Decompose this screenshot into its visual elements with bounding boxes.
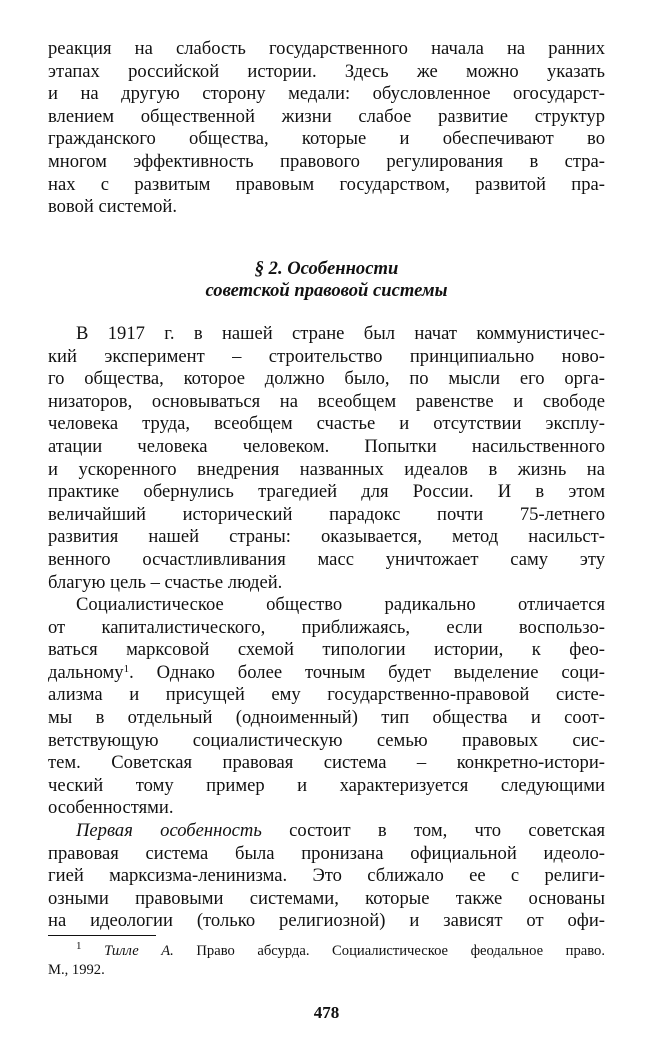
- footnote-line-end: . Однако более точным будет выделение соци-: [129, 661, 605, 683]
- paragraph-1-line: благую цель – счастье людей.: [48, 571, 283, 593]
- paragraph-1-line: развития нашей страны: оказывается, метод насильст-: [48, 526, 605, 548]
- paragraph-2-line: мы в отдельный (одноименный) тип общества и соот-: [48, 706, 605, 728]
- paragraph-2-line: особенностями.: [48, 797, 174, 819]
- top-paragraph--line: реакция на слабость государственного начала на ранних: [48, 38, 605, 59]
- paragraph-2-line: тем. Советская правовая система – конкретно-истори-: [48, 752, 605, 774]
- footnote-text-1: Право абсурда. Социалистическое феодальное право.: [173, 943, 605, 959]
- paragraph-3-line: озными правовыми системами, которые также основаны: [48, 887, 605, 909]
- footnote-mark: 1: [76, 942, 82, 952]
- footnote-divider: [48, 935, 156, 936]
- footnote-reference[interactable]: 1: [123, 662, 130, 675]
- paragraph-2-line: ческий тому пример и характеризуется следующими: [48, 774, 605, 796]
- paragraph-1-line: величайший исторический парадокс почти 75-летнего: [48, 503, 605, 525]
- footnote-line-1: [48, 942, 605, 961]
- paragraph-2-line: ализма и присущей ему государственно-правовой систе-: [48, 684, 605, 706]
- section-heading-line-2: советской правовой системы: [205, 280, 448, 301]
- paragraph-2-line: ваться марксовой схемой типологии истории, к фео-: [48, 639, 605, 661]
- footnote-line-2: М., 1992.: [48, 962, 105, 978]
- paragraph-3: [48, 820, 605, 933]
- section-heading: [48, 258, 605, 302]
- paragraph-1-line: В 1917 г. в нашей стране был начат коммунистичес-: [76, 323, 605, 344]
- paragraph-2-line-with-footnote: [48, 662, 605, 685]
- top-paragraph--line: гражданского общества, которые и обеспечивают во: [48, 128, 605, 150]
- paragraph-3-line: гией марксизма-ленинизма. Это сближало ее с религи-: [48, 865, 605, 887]
- top-paragraph--line: этапах российской истории. Здесь же можно указать: [48, 60, 605, 82]
- footnote: [48, 942, 605, 980]
- top-paragraph--line: вовой системой.: [48, 196, 177, 218]
- footnote-author: Тилле А.: [104, 943, 174, 959]
- top-paragraph--line: нах с развитым правовым государством, развитой пра-: [48, 173, 605, 195]
- paragraph-1-line: го общества, которое должно было, по мысли его орга-: [48, 368, 605, 390]
- paragraph-1-line: практике обернулись трагедией для России. И в этом: [48, 481, 605, 503]
- paragraph-1-line: венного осчастливливания масс уничтожает саму эту: [48, 548, 605, 570]
- paragraph-2-line: ветствующую социалистическую семью правовых сис-: [48, 729, 605, 751]
- paragraph-1-line: кий эксперимент – строительство принципиально ново-: [48, 345, 605, 367]
- page-number: 478: [313, 1003, 340, 1022]
- paragraph-3-line: правовая система была пронизана официальной идеоло-: [48, 842, 605, 864]
- paragraph-1-line: низаторов, основываться на всеобщем равенстве и свободе: [48, 390, 605, 412]
- paragraph-3-line: на идеологии (только религиозной) и зависят от офи-: [48, 910, 605, 932]
- section-heading-line-1: § 2. Особенности: [254, 258, 399, 279]
- footnote-line-start: дальному: [48, 661, 124, 683]
- paragraph-3-first-line: [48, 820, 605, 843]
- top-paragraph--line: влением общественной жизни слабое развитие структур: [48, 105, 605, 127]
- first-line-rest: состоит в том, что советская: [261, 820, 605, 841]
- paragraph-2-line: от капиталистического, приближаясь, если воспользо-: [48, 616, 605, 638]
- paragraph-1-line: и ускоренного внедрения названных идеалов в жизнь на: [48, 458, 605, 480]
- top-paragraph: [48, 38, 605, 219]
- paragraph-1-line: атации человека человеком. Попытки насильственного: [48, 435, 605, 457]
- paragraph-1: [48, 323, 605, 594]
- italic-lead: Первая особенность: [76, 820, 262, 841]
- paragraph-2: [48, 594, 605, 820]
- paragraph-2-line: Социалистическое общество радикально отличается: [76, 594, 605, 615]
- paragraph-1-line: человека труда, всеобщем счастье и отсутствии эксплу-: [48, 413, 605, 435]
- top-paragraph--line: многом эффективность правового регулирования в стра-: [48, 150, 605, 172]
- top-paragraph--line: и на другую сторону медали: обусловленное огосударст-: [48, 83, 605, 105]
